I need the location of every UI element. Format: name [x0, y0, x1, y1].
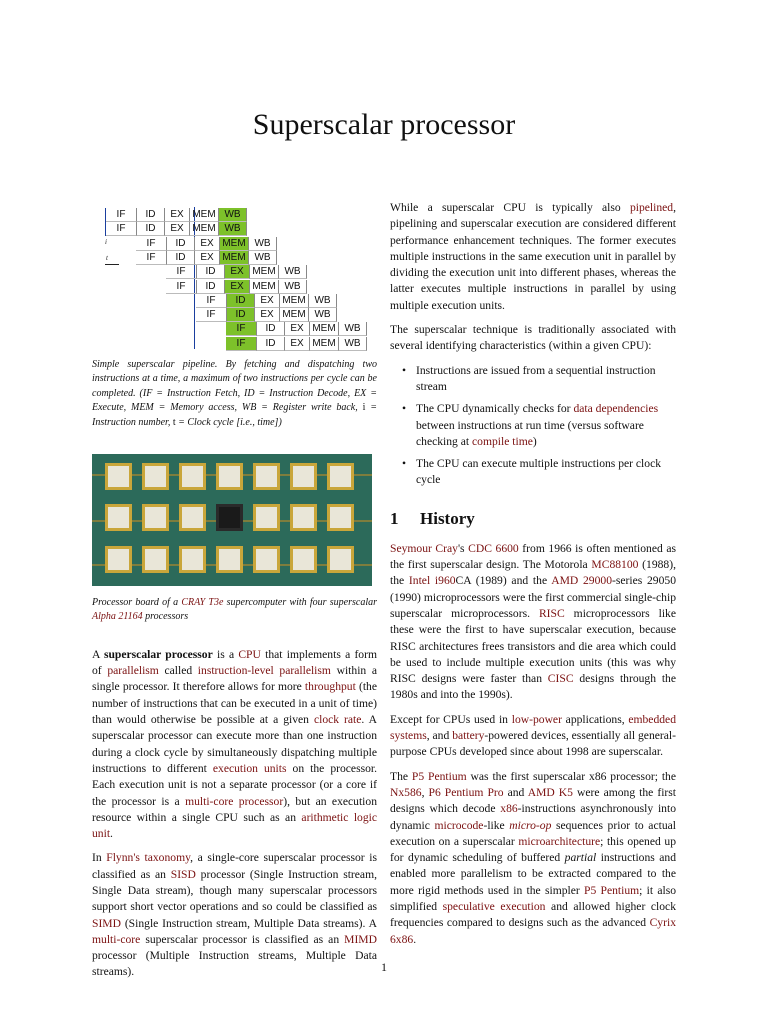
pipeline-stage-cell: MEM — [220, 237, 249, 251]
link-amd-29000[interactable]: AMD 29000 — [551, 574, 612, 588]
history-paragraph-1: Seymour Cray's CDC 6600 from 1966 is often mentioned as the first superscalar design. The Motorola MC88100 (1988), the Intel i960CA (1989) and the AMD 29000-series 29050 (1990) microprocessors were the first commercial single-chip superscalar microprocessors. RISC microprocessors like these were the first to have superscalar execution, because RISC architectures frees transistors and die area which could be used to include multiple execution units (this was why RISC designs were faster than CISC designs through the 1980s and into the 1990s). — [390, 541, 676, 702]
pipeline-stage-cell: ID — [137, 222, 165, 236]
link-mimd[interactable]: MIMD — [344, 932, 377, 946]
link-p5-pentium-2[interactable]: P5 Pentium — [584, 883, 640, 897]
section-number: 1 — [390, 508, 399, 528]
term-bold: superscalar processor — [103, 647, 213, 661]
pipeline-stage-cell: MEM — [310, 337, 339, 351]
pipeline-stage-cell: ID — [227, 294, 255, 308]
pipeline-stage-cell: MEM — [190, 222, 219, 236]
section-heading-history — [390, 509, 676, 529]
time-arrow — [105, 264, 119, 265]
pipeline-stage-cell: ID — [257, 337, 285, 351]
pipeline-stage-cell: MEM — [190, 208, 219, 222]
axis-t-label: t — [106, 254, 108, 262]
pipeline-row — [106, 222, 247, 237]
caption-text: = Instruction number, — [92, 402, 377, 428]
page-number: 1 — [381, 960, 387, 974]
pipeline-stage-cell: WB — [279, 280, 307, 294]
pipeline-stage-cell: IF — [226, 322, 257, 336]
pipeline-stage-cell: EX — [285, 337, 310, 351]
pipeline-stage-cell: EX — [255, 308, 280, 322]
intro-paragraph: A superscalar processor is a CPU that implements a form of parallelism called instruction-level parallelism within a single processor. It therefore allows for more throughput (the number of instructions that can be executed in a unit of time) than would otherwise be possible at a given clock rate. A superscalar processor can execute more than one instruction during a clock cycle by simultaneously dispatching multiple instructions to different execution units on the processor. Each execution unit is not a separate processor (or a core if the processor is a multi-core processor), but an execution resource within a single CPU such as an arithmetic logic unit. — [92, 647, 378, 841]
caption-text: supercomputer with four superscalar — [223, 597, 377, 609]
pipeline-stage-cell: WB — [309, 294, 337, 308]
link-microarchitecture[interactable]: microarchitecture — [518, 834, 601, 848]
link-low-power[interactable]: low-power — [511, 712, 562, 726]
caption-text: t — [170, 416, 179, 428]
pipeline-stage-cell: ID — [197, 280, 225, 294]
pipeline-stage-cell: WB — [219, 208, 247, 222]
link-p6-pentium-pro[interactable]: P6 Pentium Pro — [428, 785, 504, 799]
pipeline-stage-cell: IF — [166, 280, 197, 294]
list-item: • The CPU can execute multiple instructions per clock cycle — [416, 456, 676, 489]
pipeline-row — [136, 237, 277, 252]
link-clock-rate[interactable]: clock rate — [313, 713, 362, 727]
pipeline-stage-cell: EX — [285, 322, 310, 336]
history-paragraph-3: The P5 Pentium was the first superscalar x86 processor; the Nx586, P6 Pentium Pro and AMD K5 were among the first designs which decode x86-instructions asynchronously into dynamic microcode-like micro-op sequences prior to actual execution on a superscalar microarchitecture; this opened up for dynamic scheduling of buffered partial instructions and enabled more parallelism to be extracted compared to the more rigid methods used in the simpler P5 Pentium; it also simplified speculative execution and allowed higher clock frequencies compared to designs such as the advanced Cyrix 6x86. — [390, 769, 677, 946]
pipeline-stage-cell: ID — [167, 237, 195, 251]
pipeline-stage-cell: ID — [257, 322, 285, 336]
history-paragraph-2: Except for CPUs used in low-power applications, embedded systems, and battery-powered devices, essentially all general-purpose CPUs developed since about 1998 are superscalar. — [390, 712, 676, 759]
processor-board-photo — [92, 454, 372, 586]
pipeline-stage-cell: WB — [339, 337, 367, 351]
emphasis-partial: partial — [564, 851, 597, 865]
pipeline-stage-cell: MEM — [280, 294, 309, 308]
link-parallelism[interactable]: parallelism — [107, 664, 159, 678]
link-sisd[interactable]: SISD — [170, 867, 196, 881]
link-simd[interactable]: SIMD — [92, 916, 121, 930]
pipeline-stage-cell: ID — [137, 208, 165, 222]
caption-text: processors — [142, 611, 189, 623]
link-nx586[interactable]: Nx586 — [390, 785, 422, 799]
pipeline-stage-cell: MEM — [280, 308, 309, 322]
pipeline-stage-cell: MEM — [220, 251, 249, 265]
pipeline-stage-cell: WB — [219, 222, 247, 236]
pipeline-stage-cell: EX — [225, 265, 250, 279]
pipeline-row — [226, 337, 367, 352]
pipeline-stage-cell: ID — [227, 308, 255, 322]
link-amd-k5[interactable]: AMD K5 — [527, 785, 573, 799]
pipeline-stage-cell: IF — [106, 208, 137, 222]
link-p5-pentium[interactable]: P5 Pentium — [411, 769, 467, 783]
caption-text: i — [357, 402, 371, 414]
pipeline-stage-cell: ID — [197, 265, 225, 279]
characteristics-list — [390, 363, 676, 489]
link-compile-time[interactable]: compile time — [472, 434, 533, 448]
figure2-caption — [92, 596, 377, 625]
right-column — [390, 200, 676, 956]
link-micro-op[interactable]: micro-op — [509, 818, 552, 832]
pipeline-row — [166, 280, 307, 295]
pipeline-stage-cell: EX — [195, 251, 220, 265]
link-mc88100[interactable]: MC88100 — [591, 558, 639, 572]
pipeline-stage-cell: MEM — [250, 280, 279, 294]
pipeline-stage-cell: IF — [106, 222, 137, 236]
link-throughput[interactable]: throughput — [304, 680, 356, 694]
characteristics-paragraph: The superscalar technique is traditionally associated with several identifying characteristics (within a given CPU): — [390, 323, 676, 353]
page-title: Superscalar processor — [252, 108, 516, 141]
link-cpu[interactable]: CPU — [238, 647, 261, 661]
pipeline-figure — [92, 198, 377, 350]
link-cray-t3e[interactable]: CRAY T3e — [181, 597, 224, 609]
pipeline-stage-cell: EX — [255, 294, 280, 308]
link-flynns-taxonomy[interactable]: Flynn's taxonomy — [106, 851, 191, 865]
pipeline-row — [106, 208, 247, 223]
link-x86[interactable]: x86 — [500, 802, 518, 816]
link-data-dependencies[interactable]: data dependencies — [573, 402, 659, 416]
pipeline-stage-cell: IF — [226, 337, 257, 351]
pipeline-stage-cell: IF — [136, 237, 167, 251]
link-cyrix-6x86[interactable]: Cyrix 6x86 — [390, 916, 676, 946]
link-embedded-systems[interactable]: embedded systems — [390, 712, 676, 743]
list-item: • Instructions are issued from a sequential instruction stream — [416, 363, 676, 396]
pipeline-stage-cell: IF — [196, 294, 227, 308]
link-intel-i960[interactable]: Intel i960 — [408, 574, 456, 588]
pipeline-row — [136, 251, 277, 266]
link-seymour-cray[interactable]: Seymour Cray — [390, 541, 458, 555]
pipelining-paragraph: While a superscalar CPU is typically also pipelined, pipelining and superscalar execution are considered different performance enhancement techniques. The former executes multiple instructions in the same execution unit in parallel by dividing the execution unit into different phases, whereas the latter executes multiple instructions in parallel by using multiple execution units. — [390, 201, 676, 312]
pipeline-row — [166, 265, 307, 280]
pipeline-stage-cell: WB — [249, 251, 277, 265]
pipeline-stage-cell: WB — [249, 237, 277, 251]
link-cdc-6600[interactable]: CDC 6600 — [468, 541, 519, 555]
pipeline-stage-cell: IF — [136, 251, 167, 265]
pipeline-stage-cell: ID — [167, 251, 195, 265]
link-battery[interactable]: battery — [452, 729, 485, 743]
figure1-caption — [92, 358, 377, 430]
pipeline-stage-cell: WB — [309, 308, 337, 322]
link-risc[interactable]: RISC — [538, 606, 565, 620]
pipeline-stage-cell: EX — [165, 208, 190, 222]
link-cisc[interactable]: CISC — [547, 672, 574, 686]
caption-text: Simple superscalar pipeline. By fetching and dispatching two instructions at a time, a maximum of two instructions per cycle can be completed. (IF = Instruction Fetch, ID = Instruction Decode, EX = Execute, MEM = Memory access, WB = Register write back, — [92, 359, 377, 414]
axis-i-label: i — [105, 238, 107, 246]
pipeline-row — [226, 322, 367, 337]
pipeline-stage-cell: IF — [196, 308, 227, 322]
link-multi-core[interactable]: multi-core — [92, 932, 141, 946]
link-arithmetic-logic-unit[interactable]: arithmetic logic unit — [92, 810, 378, 841]
link-execution-units[interactable]: execution units — [212, 761, 287, 775]
pipeline-stage-cell: MEM — [310, 322, 339, 336]
pipeline-stage-cell: MEM — [250, 265, 279, 279]
caption-text: = Clock cycle [i.e., time]) — [178, 416, 282, 428]
pipeline-stage-cell: EX — [225, 280, 250, 294]
pipeline-row — [196, 308, 337, 323]
link-speculative-execution[interactable]: speculative execution — [442, 899, 546, 913]
list-item: • The CPU dynamically checks for data dependencies between instructions at run time (versus software checking at compile time) — [416, 401, 676, 450]
link-microcode[interactable]: microcode — [434, 818, 484, 832]
pipeline-stage-cell: EX — [165, 222, 190, 236]
pipeline-stage-cell: EX — [195, 237, 220, 251]
pipeline-stage-cell: WB — [339, 322, 367, 336]
pipeline-stage-cell: WB — [279, 265, 307, 279]
section-title: History — [420, 508, 475, 528]
pipeline-stage-cell: IF — [166, 265, 197, 279]
caption-text: Processor board of a — [92, 597, 182, 609]
pipeline-row — [196, 294, 337, 309]
link-alpha-21164[interactable]: Alpha 21164 — [92, 611, 143, 623]
link-pipelined[interactable]: pipelined — [629, 201, 674, 214]
link-instruction-level-parallelism[interactable]: instruction-level parallelism — [197, 664, 331, 678]
left-column — [92, 198, 377, 989]
link-multi-core-processor[interactable]: multi-core processor — [185, 794, 284, 808]
taxonomy-paragraph: In Flynn's taxonomy, a single-core superscalar processor is classified as an SISD processor (Single Instruction stream, Single Data stream), though many superscalar processors support short vector operations and so could be classified as SIMD (Single Instruction stream, Multiple Data streams). A multi-core superscalar processor is classified as an MIMD processor (Multiple Instruction streams, Multiple Data streams). — [92, 851, 377, 979]
